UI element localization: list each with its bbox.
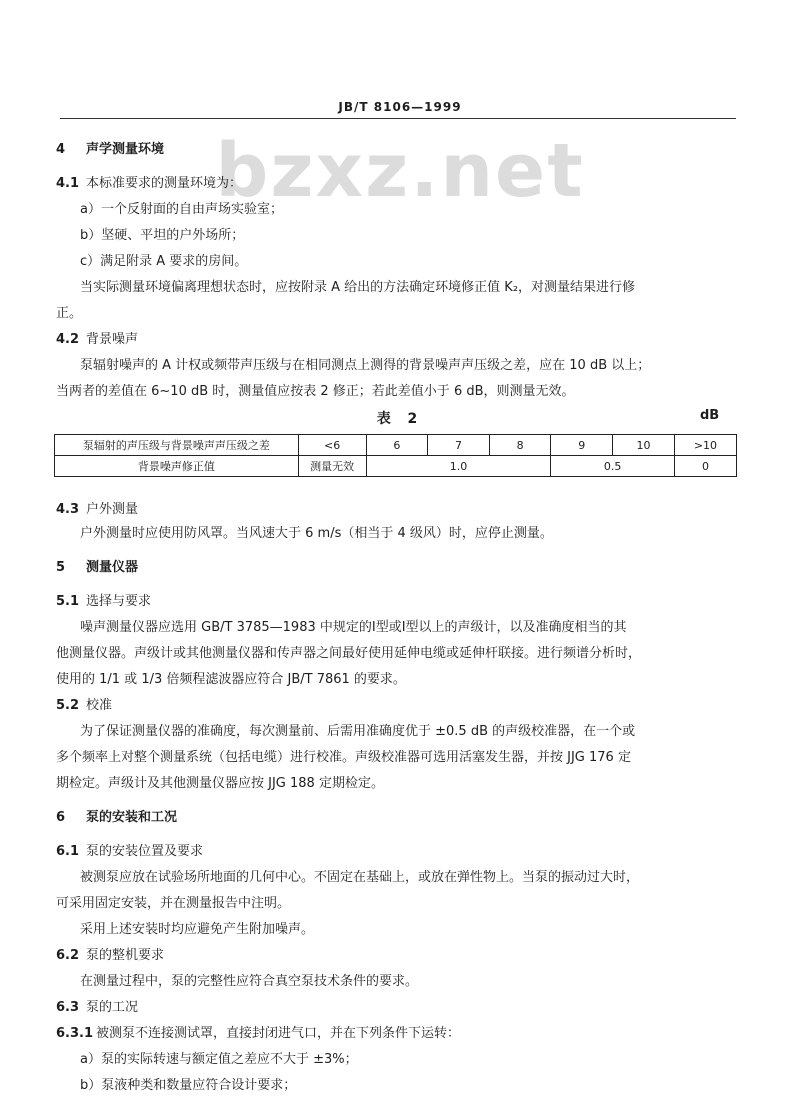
clause-4-2: 4.2 背景噪声 [56,332,139,347]
list-item: a）一个反射面的自由声场实验室； [80,202,283,217]
table-unit: dB [700,408,720,423]
table-row [55,456,737,477]
paragraph-line: 可采用固定安装，并在测量报告中注明。 [56,896,291,911]
table-cell: 9 [551,435,613,456]
section-4-heading: 4 声学测量环境 [56,142,165,157]
clause-5-1: 5.1 选择与要求 [56,594,152,609]
table-cell: >10 [674,435,736,456]
table-cell: 7 [428,435,490,456]
paragraph-line: 使用的 1/1 或 1/3 倍频程滤波器应符合 JB/T 7861 的要求。 [56,672,406,687]
paragraph-line: 当两者的差值在 6~10 dB 时，测量值应按表 2 修正；若此差值小于 6 dB，则测量无效。 [56,384,575,399]
table-title: 表 2 [376,411,424,427]
table-cell: 1.0 [366,456,551,477]
paragraph-line: 他测量仪器。声级计或其他测量仪器和传声器之间最好使用延伸电缆或延伸杆联接。进行频谱分析时， [56,646,642,661]
table-cell: 测量无效 [298,456,366,477]
paragraph-line: 泵辐射噪声的 A 计权或频带声压级与在相同测点上测得的背景噪声声压级之差，应在 10 dB 以上； [80,358,651,373]
section-6-heading: 6 泵的安装和工况 [56,810,178,825]
list-item: b）泵液种类和数量应符合设计要求； [80,1078,297,1093]
paragraph-line: 采用上述安装时均应避免产生附加噪声。 [80,922,315,937]
table-cell: 背景噪声修正值 [55,456,299,477]
header-rule [60,118,736,119]
paragraph-line: 户外测量时应使用防风罩。当风速大于 6 m/s（相当于 4 级风）时，应停止测量。 [80,526,553,541]
list-item: b）坚硬、平坦的户外场所； [80,228,245,243]
table-cell: 0.5 [551,456,674,477]
table-cell: 6 [366,435,428,456]
clause-6-3: 6.3 泵的工况 [56,1000,139,1015]
table-cell: <6 [298,435,366,456]
clause-6-3-1: 6.3.1 被测泵不连接测试罩，直接封闭进气口，并在下列条件下运转： [56,1026,461,1041]
table-cell: 10 [613,435,675,456]
section-5-heading: 5 测量仪器 [56,560,139,575]
table-cell: 8 [489,435,551,456]
correction-table [54,434,737,477]
table-row [55,435,737,456]
watermark: bzxz.net [215,128,585,214]
paragraph-line: 为了保证测量仪器的准确度，每次测量前、后需用准确度优于 ±0.5 dB 的声级校准器，在一个或 [80,724,636,739]
table-cell: 泵辐射的声压级与背景噪声声压级之差 [55,435,299,456]
list-item: a）泵的实际转速与额定值之差应不大于 ±3%； [80,1052,358,1067]
clause-6-1: 6.1 泵的安装位置及要求 [56,844,204,859]
paragraph-line: 被测泵应放在试验场所地面的几何中心。不固定在基础上，或放在弹性物上。当泵的振动过大时， [80,870,640,885]
paragraph-line: 正。 [56,306,83,321]
clause-4-1: 4.1 本标准要求的测量环境为： [56,176,243,191]
list-item: c）满足附录 A 要求的房间。 [80,254,248,269]
paragraph-line: 期检定。声级计及其他测量仪器应按 JJG 188 定期检定。 [56,776,384,791]
standard-code-header: JB/T 8106—1999 [0,100,800,114]
paragraph-line: 在测量过程中，泵的完整性应符合真空泵技术条件的要求。 [80,974,419,989]
paragraph-line: 噪声测量仪器应选用 GB/T 3785—1983 中规定的Ⅰ型或Ⅰ型以上的声级计，以及准确度相当的其 [80,620,627,635]
clause-5-2: 5.2 校准 [56,698,113,713]
table-cell: 0 [674,456,736,477]
paragraph-line: 多个频率上对整个测量系统（包括电缆）进行校准。声级校准器可选用活塞发生器，并按 JJG 176 定 [56,750,631,765]
clause-6-2: 6.2 泵的整机要求 [56,948,165,963]
paragraph-line: 当实际测量环境偏离理想状态时，应按附录 A 给出的方法确定环境修正值 K₂，对测量结果进行修 [80,280,636,295]
clause-4-3: 4.3 户外测量 [56,502,139,517]
